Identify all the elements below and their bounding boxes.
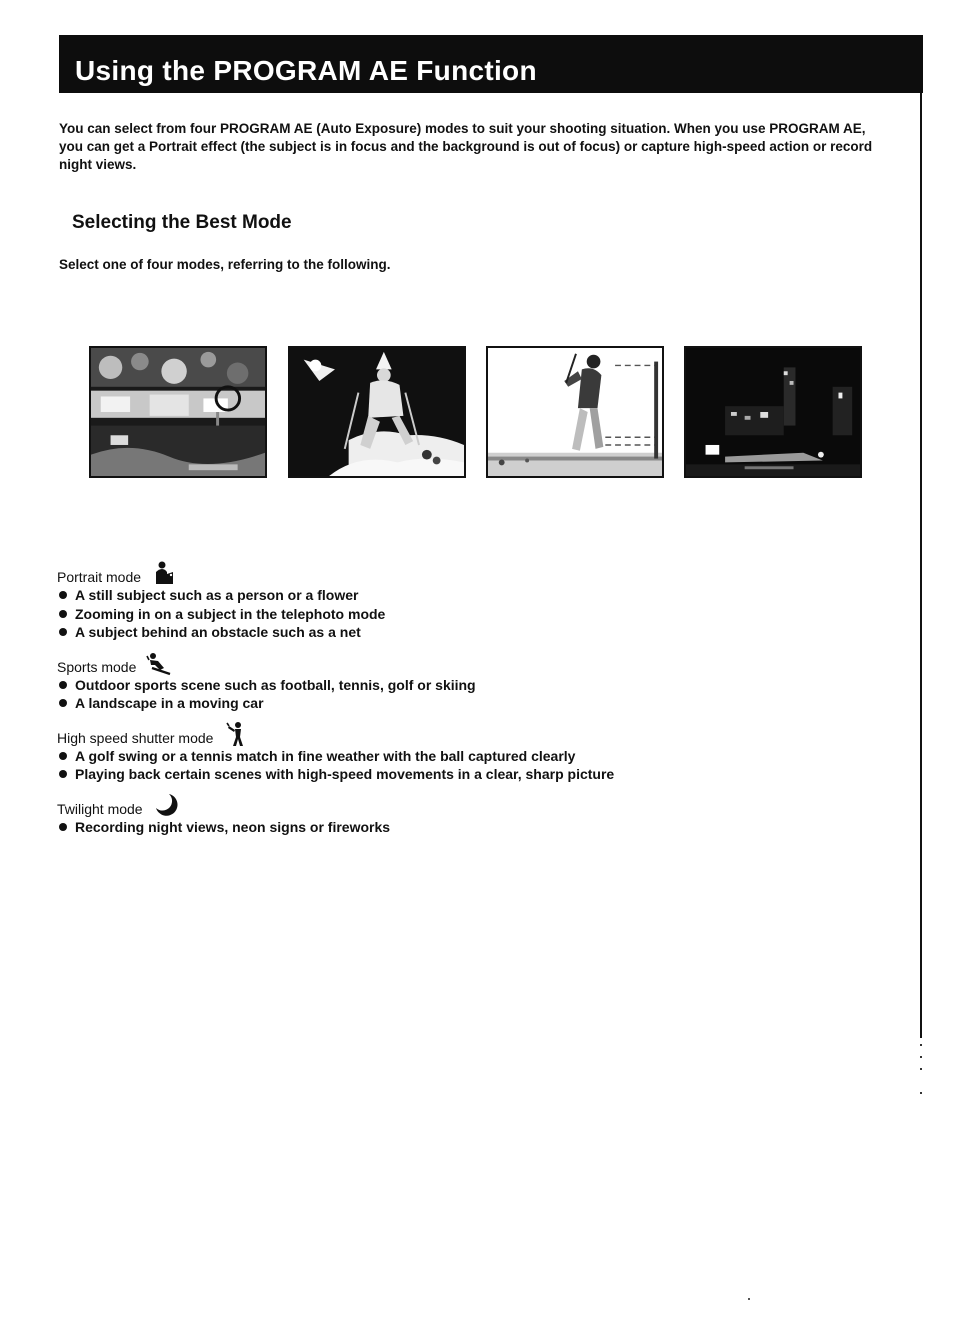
mode-twilight xyxy=(57,792,877,837)
margin-dot xyxy=(920,1092,922,1094)
mode-sports xyxy=(57,650,877,713)
mode-name: Twilight mode xyxy=(57,800,143,817)
mode-name: Sports mode xyxy=(57,658,137,675)
print-speck xyxy=(748,1298,750,1300)
list-item: A still subject such as a person or a flower xyxy=(57,586,877,605)
mode-name: Portrait mode xyxy=(57,569,142,585)
margin-dot xyxy=(920,1056,922,1058)
list-item: A subject behind an obstacle such as a net xyxy=(57,623,877,642)
high-speed-example-photo xyxy=(486,346,664,478)
title-bar xyxy=(59,35,923,93)
list-item: Playing back certain scenes with high-speed movements in a clear, sharp picture xyxy=(57,765,877,784)
intro-paragraph: You can select from four PROGRAM AE (Auto Exposure) modes to suit your shooting situation. When you use PROGRAM AE, you can get a Portrait effect (the subject is in focus and the background is out of focus) or capture high-speed action or record night views. xyxy=(59,121,873,172)
mode-high-speed-shutter xyxy=(57,721,877,784)
twilight-example-photo xyxy=(684,346,862,478)
twilight-moon-icon xyxy=(153,792,179,818)
margin-dot xyxy=(920,1044,922,1046)
portrait-example-photo xyxy=(89,346,267,478)
sports-example-photo xyxy=(288,346,466,478)
page-title: Using the PROGRAM AE Function xyxy=(75,55,537,86)
list-item: Recording night views, neon signs or fireworks xyxy=(57,818,877,837)
sports-mode-icon xyxy=(146,650,172,676)
list-item: A golf swing or a tennis match in fine weather with the ball captured clearly xyxy=(57,747,877,766)
select-instruction: Select one of four modes, referring to the following. xyxy=(59,257,391,272)
list-item: Outdoor sports scene such as football, tennis, golf or skiing xyxy=(57,676,877,695)
margin-dot xyxy=(920,1068,922,1070)
mode-list xyxy=(57,560,877,844)
section-heading: Selecting the Best Mode xyxy=(72,212,292,233)
mode-name: High speed shutter mode xyxy=(57,729,214,746)
mode-portrait xyxy=(57,560,877,642)
high-speed-shutter-icon xyxy=(223,721,249,747)
list-item: A landscape in a moving car xyxy=(57,694,877,713)
portrait-mode-icon xyxy=(151,560,177,586)
right-margin-rule xyxy=(920,93,922,1038)
list-item: Zooming in on a subject in the telephoto mode xyxy=(57,605,877,624)
